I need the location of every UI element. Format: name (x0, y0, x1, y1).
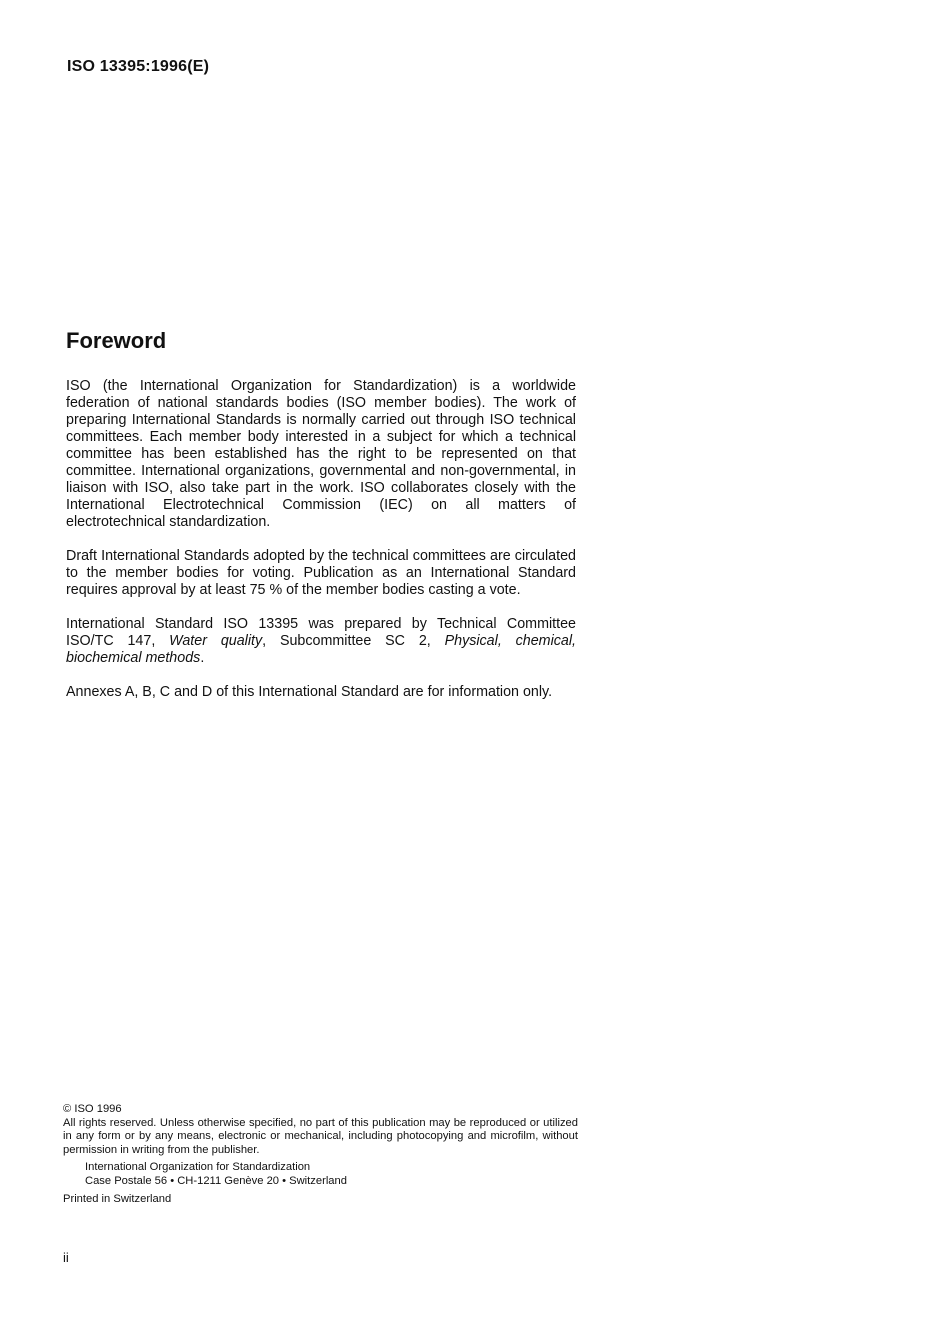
page-title: Foreword (66, 328, 167, 353)
rights-reserved-text: All rights reserved. Unless otherwise specified, no part of this publication may be reproduced or utilized in any form or by any means, electronic or mechanical, including photocopying and microfilm, without permission in writing from the publisher. (63, 1116, 578, 1156)
paragraph-annexes: Annexes A, B, C and D of this International Standard are for information only. (66, 684, 553, 700)
document-header: ISO 13395:1996(E) (67, 58, 210, 75)
paragraph-iso-intro: ISO (the International Organization for Standardization) is a worldwide federation of national standards bodies (ISO member bodies). The work of preparing International Standards is normally carried out through ISO technical committees. Each member body interested in a subject for which a technical committee has been established has the right to be represented on that committee. International organizations, governmental and non-governmental, in liaison with ISO, also take part in the work. ISO collaborates closely with the International Electrotechnical Commission (IEC) on all matters of electrotechnical standardization. (66, 378, 576, 530)
publisher-postal-address: Case Postale 56 • CH-1211 Genève 20 • Switzerland (85, 1174, 347, 1187)
prepared-by-text-3: . (200, 650, 205, 666)
paragraph-draft-standards: Draft International Standards adopted by the technical committees are circulated to the member bodies for voting. Publication as an International Standard requires approval by at least 75 % of the member bodies casting a vote. (66, 548, 576, 598)
publisher-name: International Organization for Standardization (85, 1161, 311, 1174)
subcommittee-name: Physical, chemical, biochemical methods (66, 633, 576, 666)
copyright-notice: © ISO 1996 (63, 1103, 122, 1115)
page-number: ii (63, 1250, 69, 1265)
prepared-by-text-1: International Standard ISO 13395 was prepared by Technical Committee ISO/TC 147, (66, 616, 576, 649)
copyright-block (63, 1103, 578, 1206)
prepared-by-text-2: , Subcommittee SC 2, (262, 633, 445, 649)
paragraph-prepared-by (66, 616, 576, 667)
printed-in: Printed in Switzerland (63, 1192, 172, 1205)
publisher-address (63, 1161, 578, 1188)
committee-name: Water quality (169, 633, 263, 649)
foreword-body (66, 378, 576, 718)
